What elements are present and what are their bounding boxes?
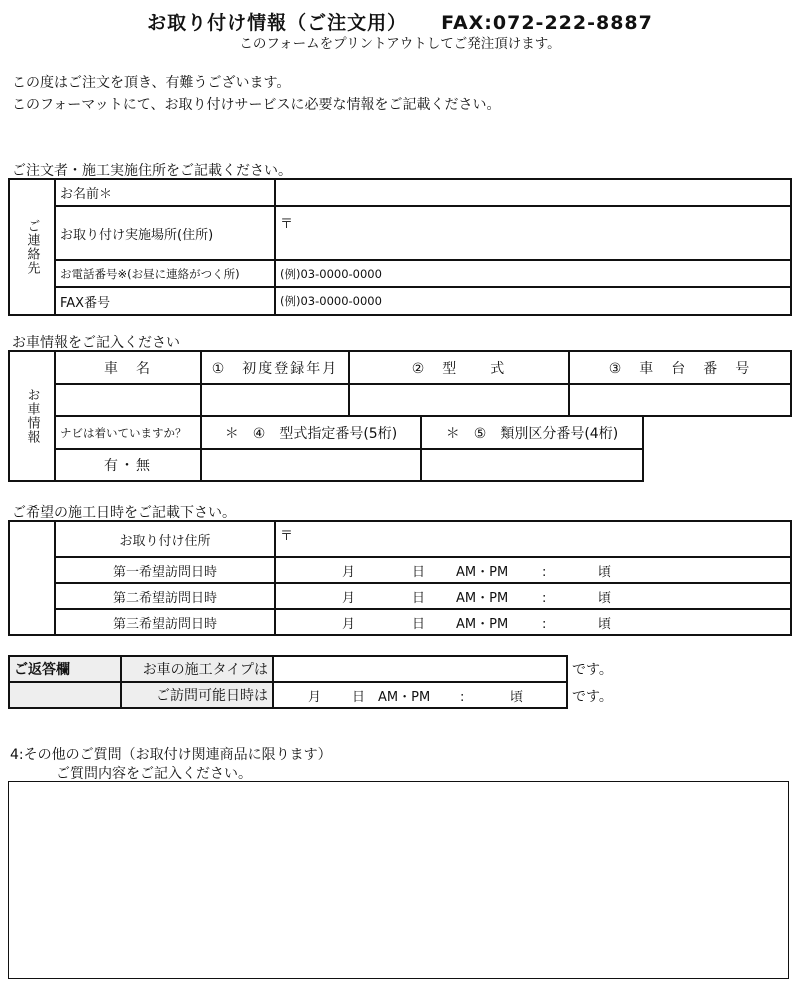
navi-label: ナビは着いていますか？ (55, 416, 201, 449)
dt-day: 日 (412, 590, 426, 606)
intro-line-1: この度はご注文を頂き、有難うございます。 (12, 75, 291, 91)
chassis-number-field[interactable] (569, 384, 791, 416)
reply-label: ご返答欄 (9, 656, 121, 682)
model-field[interactable] (349, 384, 569, 416)
dt-ampm: AM・PM (456, 616, 509, 632)
visit-date-label: ご訪問可能日時は (121, 682, 273, 708)
schedule-address-field[interactable] (275, 521, 791, 557)
first-choice-field[interactable] (275, 557, 791, 583)
dt-month: 月 (342, 616, 356, 632)
schedule-heading: ご希望の施工日時をご記載下さい。 (12, 505, 236, 521)
reply-approx: 頃 (510, 689, 524, 705)
reply-month: 月 (308, 689, 322, 705)
model-header: ② 型 式 (349, 351, 569, 384)
schedule-side-cell (9, 521, 55, 635)
dt-ampm: AM・PM (456, 564, 509, 580)
form-title (0, 8, 800, 35)
fax-example: (例)03-0000-0000 (280, 294, 382, 308)
first-choice-label: 第一希望訪問日時 (55, 557, 275, 583)
category-number-field[interactable] (421, 449, 643, 481)
type-designation-header: ＊ ④ 型式指定番号(5桁) (201, 416, 421, 449)
reply-suffix-1: です。 (572, 662, 613, 678)
dt-day: 日 (412, 564, 426, 580)
reply-table (8, 655, 568, 709)
dt-colon: : (542, 564, 547, 580)
dt-approx: 頃 (598, 616, 612, 632)
install-address-label: お取り付け実施場所(住所) (55, 206, 275, 260)
visit-date-field[interactable] (273, 682, 567, 708)
postal-mark: 〒 (280, 217, 294, 232)
reply-colon: : (460, 689, 465, 705)
form-subtitle: このフォームをプリントアウトしてご発注頂けます。 (239, 36, 561, 52)
dt-month: 月 (342, 590, 356, 606)
first-registration-header: ① 初度登録年月 (201, 351, 349, 384)
schedule-address-label: お取り付け住所 (55, 521, 275, 557)
reply-day: 日 (352, 689, 366, 705)
reply-label-empty (9, 682, 121, 708)
second-choice-label: 第二希望訪問日時 (55, 583, 275, 609)
car-heading: お車情報をご記入ください (12, 335, 180, 351)
third-choice-label: 第三希望訪問日時 (55, 609, 275, 635)
install-type-field[interactable] (273, 656, 567, 682)
first-registration-field[interactable] (201, 384, 349, 416)
questions-textarea[interactable] (8, 781, 789, 979)
contact-table (8, 178, 792, 316)
fax-number: FAX:072-222-8887 (441, 12, 653, 34)
questions-heading: 4:その他のご質問（お取付け関連商品に限ります） (10, 747, 332, 763)
dt-day: 日 (412, 616, 426, 632)
car-name-header: 車 名 (55, 351, 201, 384)
third-choice-field[interactable] (275, 609, 791, 635)
dt-colon: : (542, 590, 547, 606)
schedule-table (8, 520, 792, 636)
second-choice-field[interactable] (275, 583, 791, 609)
dt-approx: 頃 (598, 564, 612, 580)
navi-answer[interactable]: 有・無 (55, 449, 201, 481)
dt-ampm: AM・PM (456, 590, 509, 606)
fax-field[interactable] (275, 287, 791, 315)
questions-subheading: ご質問内容をご記入ください。 (56, 766, 252, 782)
car-side-label: お車情報 (9, 351, 55, 481)
dt-approx: 頃 (598, 590, 612, 606)
type-designation-field[interactable] (201, 449, 421, 481)
title-text: お取り付け情報（ご注文用） (147, 12, 408, 34)
category-number-header: ＊ ⑤ 類別区分番号(4桁) (421, 416, 643, 449)
phone-label: お電話番号※(お昼に連絡がつく所) (55, 260, 275, 287)
phone-example: (例)03-0000-0000 (280, 266, 382, 281)
contact-side-label: ご連絡先 (9, 179, 55, 315)
reply-ampm: AM・PM (378, 689, 431, 705)
install-address-field[interactable] (275, 206, 791, 260)
fax-label: FAX番号 (55, 287, 275, 315)
schedule-postal-mark: 〒 (280, 529, 294, 544)
phone-field[interactable] (275, 260, 791, 287)
install-type-label: お車の施工タイプは (121, 656, 273, 682)
reply-suffix-2: です。 (572, 689, 613, 705)
dt-month: 月 (342, 564, 356, 580)
intro-line-2: このフォーマットにて、お取り付けサービスに必要な情報をご記載ください。 (12, 97, 501, 113)
name-field[interactable] (275, 179, 791, 206)
dt-colon: : (542, 616, 547, 632)
car-name-field[interactable] (55, 384, 201, 416)
name-label: お名前＊ (55, 179, 275, 206)
contact-heading: ご注文者・施工実施住所をご記載ください。 (12, 163, 292, 179)
chassis-number-header: ③ 車 台 番 号 (569, 351, 791, 384)
car-table (8, 350, 792, 482)
